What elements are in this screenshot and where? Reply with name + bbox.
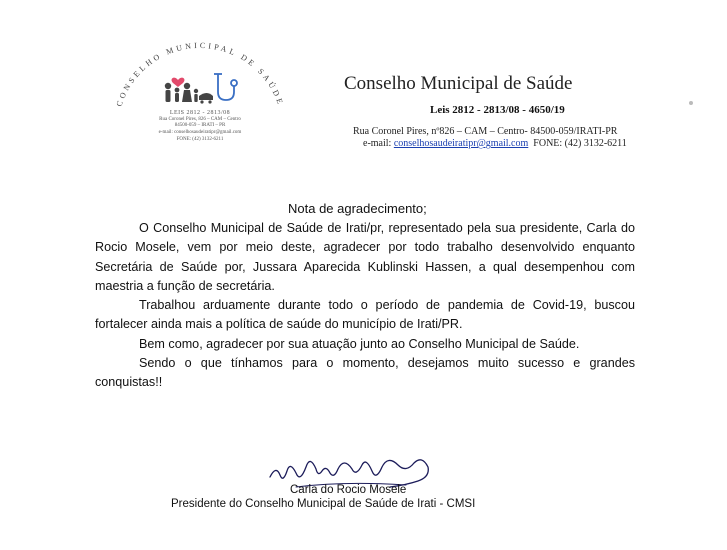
paragraph: O Conselho Municipal de Saúde de Irati/pr, representado pela sua presidente, Carla do Rocio Mosele, vem por meio deste, agradecer por todo trabalho desenvolvido enquanto Secretária de Saúde por, Jussara Aparecida Kublinski Hassen, a qual desempenhou com maestria a função de secretária. xyxy=(95,221,635,293)
letter-body xyxy=(95,219,635,393)
paragraph: Sendo o que tínhamos para o momento, desejamos muito sucesso e grandes conquistas!! xyxy=(95,356,635,390)
stethoscope-icon xyxy=(214,74,237,100)
logo-email: e-mail: conselhosaudeiratipr@gmail.com xyxy=(158,130,242,135)
email-label: e-mail: xyxy=(363,138,394,149)
signer-name: Carla do Rocio Mosele xyxy=(290,484,407,496)
email-link[interactable]: conselhosaudeiratipr@gmail.com xyxy=(393,138,529,149)
scan-dot xyxy=(689,101,693,105)
council-title: Conselho Municipal de Saúde xyxy=(344,73,573,94)
logo-emblem xyxy=(100,34,300,184)
logo-arc-text: CONSELHO MUNICIPAL DE SAÚDE xyxy=(114,40,286,108)
council-logo xyxy=(100,34,300,184)
council-laws: Leis 2812 - 2813/08 - 4650/19 xyxy=(430,104,565,116)
logo-address: Rua Coronel Pires, 826 – CAM – Centro xyxy=(159,117,241,122)
phone: FONE: (42) 3132-6211 xyxy=(533,138,627,149)
council-address: Rua Coronel Pires, nº826 – CAM – Centro- 84500-059/IRATI-PR xyxy=(353,126,618,137)
family-icon xyxy=(165,83,213,104)
paragraph: Trabalhou arduamente durante todo o período de pandemia de Covid-19, buscou fortalecer ainda mais a política de saúde do município de Irati/PR. xyxy=(95,298,635,332)
paragraph: Bem como, agradecer por sua atuação junto ao Conselho Municipal de Saúde. xyxy=(139,336,580,351)
letter-title: Nota de agradecimento; xyxy=(288,201,427,216)
heart-icon xyxy=(172,78,185,87)
logo-laws: LEIS 2812 - 2813/08 xyxy=(169,110,231,116)
council-contact xyxy=(363,138,627,149)
signer-role: Presidente do Conselho Municipal de Saúde de Irati - CMSI xyxy=(171,498,476,510)
logo-phone: FONE: (42) 3132-6211 xyxy=(176,137,224,142)
logo-city: 84500-059 – IRATI – PR xyxy=(174,123,226,128)
